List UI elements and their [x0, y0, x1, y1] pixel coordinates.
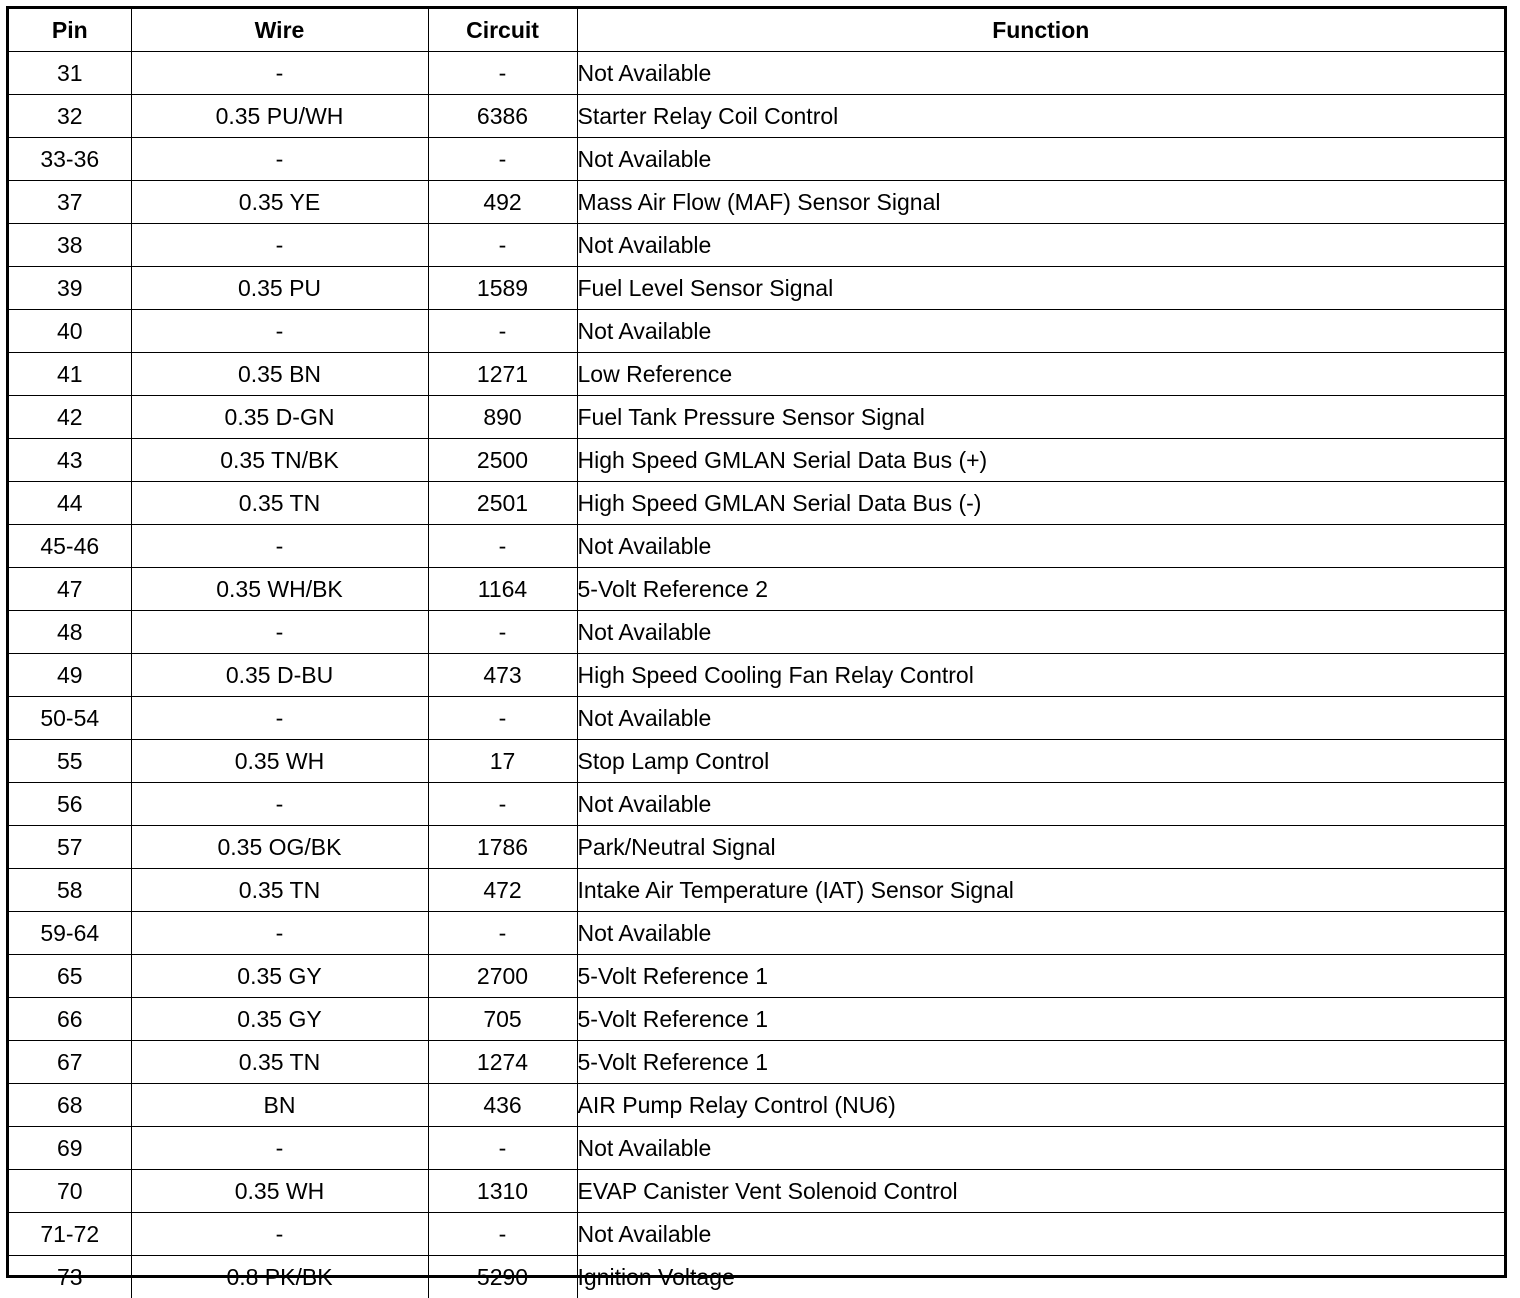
function-cell: 5-Volt Reference 2	[577, 568, 1504, 611]
pin-cell: 49	[9, 654, 131, 697]
function-cell: 5-Volt Reference 1	[577, 998, 1504, 1041]
pin-cell: 67	[9, 1041, 131, 1084]
circuit-cell: 1271	[428, 353, 577, 396]
wire-cell: 0.35 YE	[131, 181, 428, 224]
wire-cell: 0.8 PK/BK	[131, 1256, 428, 1298]
function-cell: 5-Volt Reference 1	[577, 1041, 1504, 1084]
function-cell: Starter Relay Coil Control	[577, 95, 1504, 138]
function-cell: Not Available	[577, 1213, 1504, 1256]
table-row	[9, 396, 1504, 439]
circuit-cell: 5290	[428, 1256, 577, 1298]
circuit-cell: 492	[428, 181, 577, 224]
pin-cell: 69	[9, 1127, 131, 1170]
table-row	[9, 1170, 1504, 1213]
table-row	[9, 783, 1504, 826]
wire-cell: 0.35 PU/WH	[131, 95, 428, 138]
header-circuit: Circuit	[428, 9, 577, 52]
table-row	[9, 611, 1504, 654]
table-row	[9, 181, 1504, 224]
circuit-cell: -	[428, 310, 577, 353]
pin-cell: 44	[9, 482, 131, 525]
wire-cell: -	[131, 1213, 428, 1256]
circuit-cell: 2501	[428, 482, 577, 525]
function-cell: Fuel Level Sensor Signal	[577, 267, 1504, 310]
wire-cell: 0.35 WH/BK	[131, 568, 428, 611]
pin-cell: 73	[9, 1256, 131, 1298]
function-cell: Not Available	[577, 1127, 1504, 1170]
function-cell: High Speed GMLAN Serial Data Bus (+)	[577, 439, 1504, 482]
function-cell: High Speed GMLAN Serial Data Bus (-)	[577, 482, 1504, 525]
pin-cell: 65	[9, 955, 131, 998]
function-cell: Not Available	[577, 52, 1504, 95]
header-pin: Pin	[9, 9, 131, 52]
wire-cell: 0.35 TN/BK	[131, 439, 428, 482]
table-row	[9, 568, 1504, 611]
pin-cell: 43	[9, 439, 131, 482]
pin-cell: 32	[9, 95, 131, 138]
pinout-table	[9, 9, 1504, 1298]
function-cell: Mass Air Flow (MAF) Sensor Signal	[577, 181, 1504, 224]
wire-cell: -	[131, 611, 428, 654]
pin-cell: 50-54	[9, 697, 131, 740]
wire-cell: 0.35 TN	[131, 869, 428, 912]
pin-cell: 45-46	[9, 525, 131, 568]
table-row	[9, 998, 1504, 1041]
wire-cell: 0.35 TN	[131, 482, 428, 525]
function-cell: Not Available	[577, 783, 1504, 826]
wire-cell: -	[131, 310, 428, 353]
wire-cell: 0.35 OG/BK	[131, 826, 428, 869]
circuit-cell: -	[428, 52, 577, 95]
wire-cell: -	[131, 52, 428, 95]
function-cell: Fuel Tank Pressure Sensor Signal	[577, 396, 1504, 439]
function-cell: Park/Neutral Signal	[577, 826, 1504, 869]
table-row	[9, 1213, 1504, 1256]
table-row	[9, 267, 1504, 310]
wire-cell: 0.35 D-GN	[131, 396, 428, 439]
circuit-cell: 705	[428, 998, 577, 1041]
header-wire: Wire	[131, 9, 428, 52]
table-row	[9, 482, 1504, 525]
table-row	[9, 310, 1504, 353]
table-row	[9, 912, 1504, 955]
table-body	[9, 52, 1504, 1298]
pin-cell: 40	[9, 310, 131, 353]
wire-cell: BN	[131, 1084, 428, 1127]
circuit-cell: 472	[428, 869, 577, 912]
circuit-cell: 1589	[428, 267, 577, 310]
circuit-cell: 6386	[428, 95, 577, 138]
circuit-cell: 1310	[428, 1170, 577, 1213]
header-function: Function	[577, 9, 1504, 52]
wire-cell: -	[131, 912, 428, 955]
pin-cell: 70	[9, 1170, 131, 1213]
function-cell: Not Available	[577, 224, 1504, 267]
wire-cell: 0.35 GY	[131, 955, 428, 998]
pin-cell: 59-64	[9, 912, 131, 955]
circuit-cell: -	[428, 1213, 577, 1256]
wire-cell: -	[131, 224, 428, 267]
pin-cell: 47	[9, 568, 131, 611]
table-row	[9, 95, 1504, 138]
function-cell: Not Available	[577, 611, 1504, 654]
table-row	[9, 697, 1504, 740]
circuit-cell: -	[428, 138, 577, 181]
circuit-cell: 436	[428, 1084, 577, 1127]
circuit-cell: 890	[428, 396, 577, 439]
pin-cell: 42	[9, 396, 131, 439]
table-row	[9, 1256, 1504, 1298]
wire-cell: 0.35 GY	[131, 998, 428, 1041]
wire-cell: 0.35 TN	[131, 1041, 428, 1084]
table-row	[9, 224, 1504, 267]
table-row	[9, 138, 1504, 181]
circuit-cell: 473	[428, 654, 577, 697]
table-row	[9, 353, 1504, 396]
pin-cell: 58	[9, 869, 131, 912]
circuit-cell: -	[428, 783, 577, 826]
pin-cell: 48	[9, 611, 131, 654]
circuit-cell: 2500	[428, 439, 577, 482]
pin-cell: 33-36	[9, 138, 131, 181]
pinout-table-frame	[6, 6, 1507, 1278]
circuit-cell: -	[428, 224, 577, 267]
circuit-cell: 1786	[428, 826, 577, 869]
function-cell: Not Available	[577, 912, 1504, 955]
table-row	[9, 1084, 1504, 1127]
function-cell: AIR Pump Relay Control (NU6)	[577, 1084, 1504, 1127]
table-row	[9, 654, 1504, 697]
function-cell: 5-Volt Reference 1	[577, 955, 1504, 998]
circuit-cell: -	[428, 611, 577, 654]
table-row	[9, 826, 1504, 869]
table-row	[9, 1127, 1504, 1170]
wire-cell: -	[131, 525, 428, 568]
table-header-row	[9, 9, 1504, 52]
pin-cell: 68	[9, 1084, 131, 1127]
wire-cell: 0.35 WH	[131, 1170, 428, 1213]
function-cell: Not Available	[577, 525, 1504, 568]
function-cell: High Speed Cooling Fan Relay Control	[577, 654, 1504, 697]
function-cell: EVAP Canister Vent Solenoid Control	[577, 1170, 1504, 1213]
table-row	[9, 525, 1504, 568]
wire-cell: -	[131, 697, 428, 740]
wire-cell: 0.35 PU	[131, 267, 428, 310]
table-row	[9, 1041, 1504, 1084]
pin-cell: 66	[9, 998, 131, 1041]
pin-cell: 37	[9, 181, 131, 224]
wire-cell: -	[131, 783, 428, 826]
function-cell: Not Available	[577, 138, 1504, 181]
circuit-cell: 1274	[428, 1041, 577, 1084]
pin-cell: 38	[9, 224, 131, 267]
pin-cell: 71-72	[9, 1213, 131, 1256]
circuit-cell: 2700	[428, 955, 577, 998]
function-cell: Ignition Voltage	[577, 1256, 1504, 1298]
circuit-cell: -	[428, 697, 577, 740]
wire-cell: -	[131, 1127, 428, 1170]
pin-cell: 56	[9, 783, 131, 826]
function-cell: Low Reference	[577, 353, 1504, 396]
pin-cell: 41	[9, 353, 131, 396]
pin-cell: 31	[9, 52, 131, 95]
function-cell: Not Available	[577, 697, 1504, 740]
function-cell: Not Available	[577, 310, 1504, 353]
table-row	[9, 439, 1504, 482]
circuit-cell: 1164	[428, 568, 577, 611]
wire-cell: 0.35 BN	[131, 353, 428, 396]
wire-cell: 0.35 D-BU	[131, 654, 428, 697]
circuit-cell: 17	[428, 740, 577, 783]
circuit-cell: -	[428, 1127, 577, 1170]
circuit-cell: -	[428, 912, 577, 955]
pin-cell: 55	[9, 740, 131, 783]
table-row	[9, 52, 1504, 95]
wire-cell: -	[131, 138, 428, 181]
function-cell: Intake Air Temperature (IAT) Sensor Signal	[577, 869, 1504, 912]
table-row	[9, 869, 1504, 912]
pin-cell: 39	[9, 267, 131, 310]
table-row	[9, 740, 1504, 783]
wire-cell: 0.35 WH	[131, 740, 428, 783]
function-cell: Stop Lamp Control	[577, 740, 1504, 783]
table-row	[9, 955, 1504, 998]
pin-cell: 57	[9, 826, 131, 869]
circuit-cell: -	[428, 525, 577, 568]
